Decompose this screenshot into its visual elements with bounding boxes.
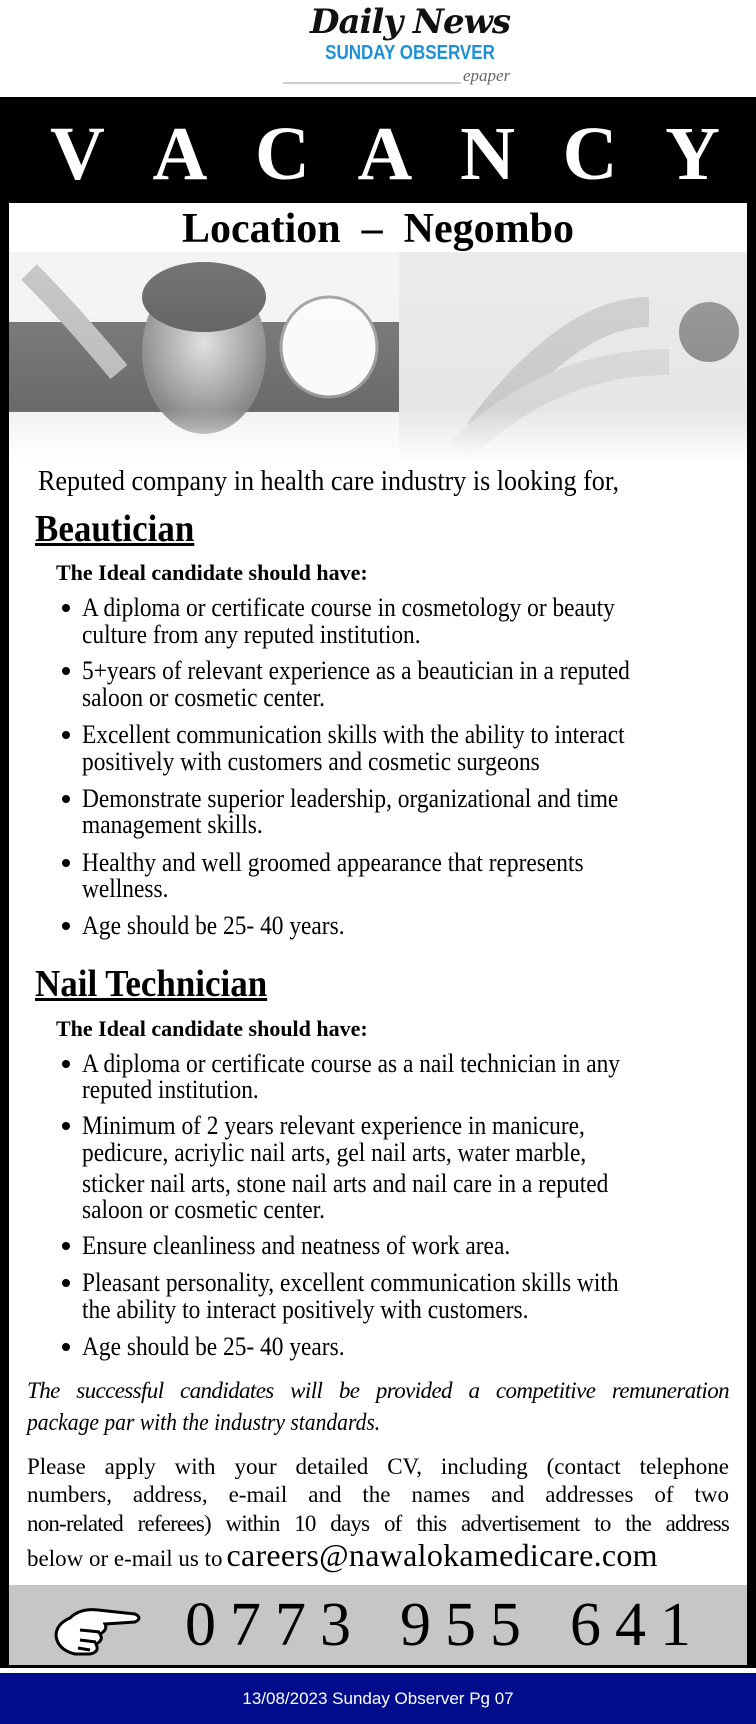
beautician-heading: Beautician	[35, 508, 195, 550]
remuneration-line: The successful candidates will be provided a competitive remuneration	[27, 1378, 729, 1403]
beautician-item-line: A diploma or certificate course in cosmetology or beauty	[82, 593, 615, 622]
bullet-icon	[62, 1242, 70, 1250]
phone-number[interactable]	[185, 1585, 705, 1665]
phone-group: 955	[400, 1590, 535, 1659]
apply-line: Please apply with your detailed CV, including (contact telephone	[27, 1454, 729, 1479]
nail-item-line: Pleasant personality, excellent communication skills with	[82, 1268, 619, 1297]
vacancy-title	[50, 106, 720, 202]
nail-item-line: Minimum of 2 years relevant experience in manicure,	[82, 1111, 585, 1140]
beautician-item-line: Healthy and well groomed appearance that represents	[82, 848, 584, 877]
nail-item-line: pedicure, acriylic nail arts, gel nail arts, water marble,	[82, 1138, 587, 1167]
beautician-item-line: wellness.	[82, 874, 169, 903]
masthead-suffix: epaper	[463, 66, 511, 85]
beautician-item-line: Age should be 25- 40 years.	[82, 911, 345, 940]
beautician-item-line: management skills.	[82, 810, 263, 839]
nail-item-line: saloon or cosmetic center.	[82, 1195, 326, 1224]
bullet-icon	[62, 859, 70, 867]
title-letter: A	[152, 111, 208, 196]
beautician-item-line: culture from any reputed institution.	[82, 620, 421, 649]
phone-group: 641	[570, 1590, 705, 1659]
beautician-item-line: 5+years of relevant experience as a beautician in a reputed	[82, 656, 630, 685]
apply-line: numbers, address, e-mail and the names and addresses of two	[27, 1482, 729, 1507]
title-letter: N	[460, 111, 515, 196]
bullet-icon	[62, 1060, 70, 1068]
masthead-edition: SUNDAY OBSERVER	[325, 42, 495, 64]
page-footer: 13/08/2023 Sunday Observer Pg 07	[0, 1673, 756, 1724]
title-letter: A	[357, 111, 413, 196]
beautician-subtitle: The Ideal candidate should have:	[56, 560, 368, 585]
title-letter: Y	[665, 111, 720, 196]
bullet-icon	[62, 1343, 70, 1351]
apply-line: below or e-mail us to	[27, 1546, 223, 1571]
bullet-icon	[62, 731, 70, 739]
nail-item-line: the ability to interact positively with customers.	[82, 1295, 529, 1324]
phone-group: 0773	[185, 1590, 365, 1659]
beauty-photo	[9, 252, 747, 462]
nail-item-line: A diploma or certificate course as a nail technician in any	[82, 1049, 620, 1078]
intro-text: Reputed company in health care industry is looking for,	[38, 465, 620, 497]
apply-line: non-related referees) within 10 days of this advertisement to the address	[27, 1511, 729, 1536]
bullet-icon	[62, 667, 70, 675]
title-letter: C	[562, 111, 618, 196]
bullet-icon	[62, 604, 70, 612]
beautician-item-line: saloon or cosmetic center.	[82, 683, 326, 712]
remuneration-line: package par with the industry standards.	[27, 1410, 381, 1436]
nail-item-line: Age should be 25- 40 years.	[82, 1332, 345, 1361]
nail-technician-heading: Nail Technician	[35, 963, 268, 1005]
nail-subtitle: The Ideal candidate should have:	[56, 1016, 368, 1041]
location-heading: Location – Negombo	[182, 206, 574, 252]
beautician-item-line: Excellent communication skills with the ability to interact	[82, 720, 625, 749]
masthead-name: Daily News	[309, 2, 511, 42]
bullet-icon	[62, 922, 70, 930]
bullet-icon	[62, 795, 70, 803]
nail-item-line: reputed institution.	[82, 1075, 259, 1104]
apply-last-line	[27, 1537, 658, 1574]
masthead-rule	[283, 82, 461, 84]
nail-item-line: sticker nail arts, stone nail arts and nail care in a reputed	[82, 1169, 609, 1198]
beautician-item-line: Demonstrate superior leadership, organizational and time	[82, 784, 619, 813]
bullet-icon	[62, 1279, 70, 1287]
title-letter: V	[50, 111, 105, 196]
masthead-logo	[275, 0, 545, 92]
email-link[interactable]: careers@nawalokamedicare.com	[226, 1537, 658, 1573]
bullet-icon	[62, 1122, 70, 1130]
nail-item-line: Ensure cleanliness and neatness of work area.	[82, 1231, 511, 1260]
beautician-item-line: positively with customers and cosmetic surgeons	[82, 747, 540, 776]
pointing-hand-icon	[50, 1600, 145, 1660]
title-letter: C	[255, 111, 310, 196]
